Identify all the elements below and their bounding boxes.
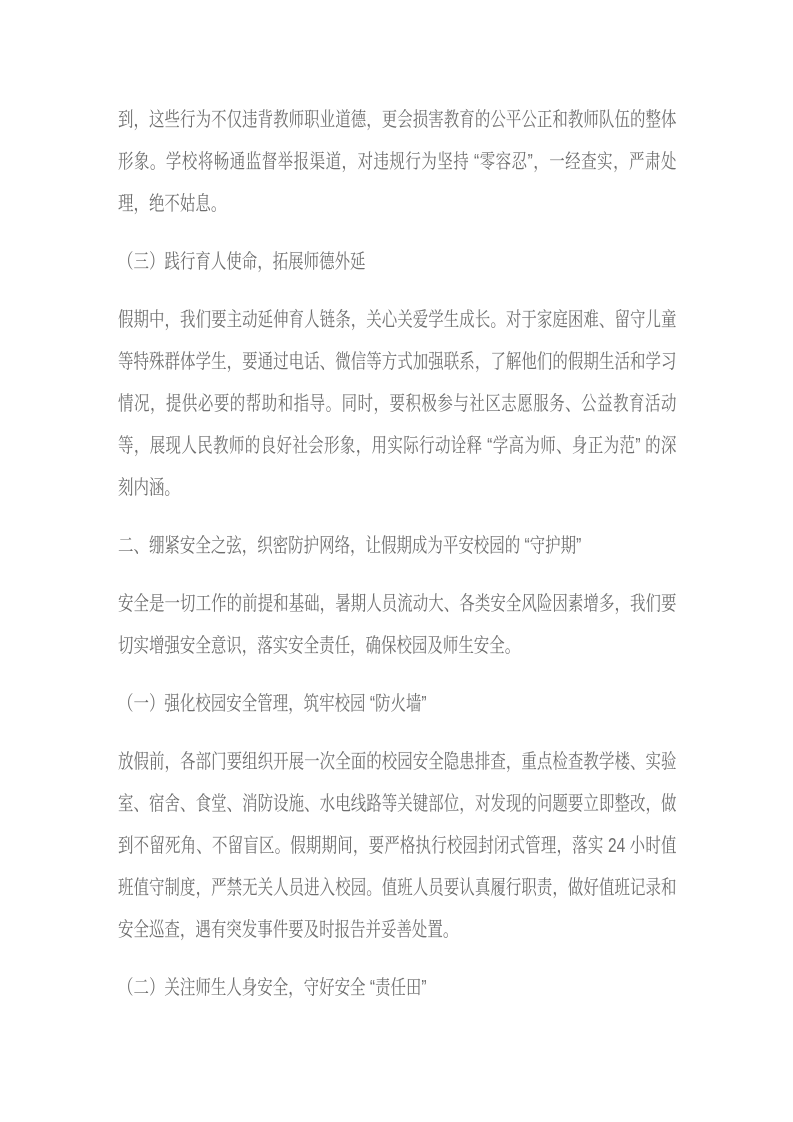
- document-heading: （二）关注师生人身安全，守好安全 “责任田”: [118, 977, 427, 999]
- document-heading: （三）践行育人使命，拓展师德外延: [118, 251, 366, 273]
- document-heading: 二、绷紧安全之弦，织密防护网络，让假期成为平安校园的 “守护期”: [118, 535, 582, 557]
- document-content: [118, 99, 676, 1025]
- document-paragraph: 到，这些行为不仅违背教师职业道德，更会损害教育的公平公正和教师队伍的整体形象。学校将畅通监督举报渠道，对违规行为坚持 “零容忍”，一经查实，严肃处理，绝不姑息。: [118, 109, 677, 215]
- document-heading: （一）强化校园安全管理，筑牢校园 “防火墙”: [118, 693, 427, 715]
- document-paragraph: 安全是一切工作的前提和基础，暑期人员流动大、各类安全风险因素增多，我们要切实增强安全意识，落实安全责任，确保校园及师生安全。: [118, 593, 677, 657]
- document-paragraph: 放假前，各部门要组织开展一次全面的校园安全隐患排查，重点检查教学楼、实验室、宿舍、食堂、消防设施、水电线路等关键部位，对发现的问题要立即整改，做到不留死角、不留盲区。假期期间，要严格执行校园封闭式管理，落实 24 小时值班值守制度，严禁无关人员进入校园。值班人员要认真履行职责，做好值班记录和安全巡查，遇有突发事件要及时报告并妥善处置。: [118, 751, 677, 941]
- document-paragraph: 假期中，我们要主动延伸育人链条，关心关爱学生成长。对于家庭困难、留守儿童等特殊群体学生，要通过电话、微信等方式加强联系，了解他们的假期生活和学习情况，提供必要的帮助和指导。同时，要积极参与社区志愿服务、公益教育活动等，展现人民教师的良好社会形象，用实际行动诠释 “学高为师、身正为范” 的深刻内涵。: [118, 309, 677, 499]
